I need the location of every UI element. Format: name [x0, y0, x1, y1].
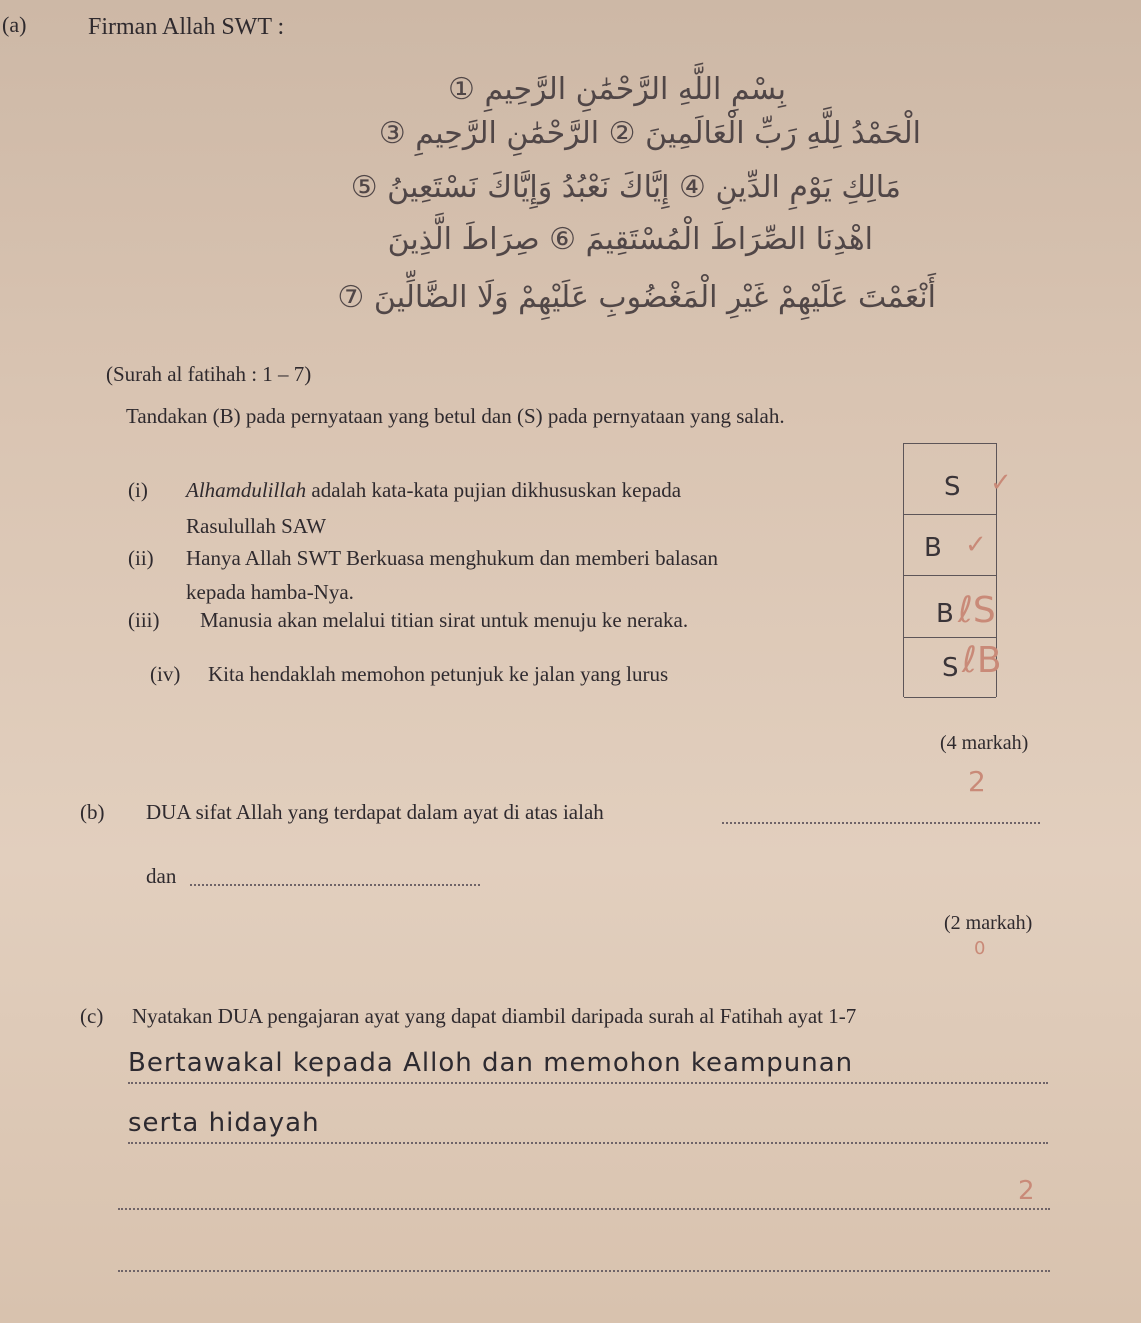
section-c-answer-2[interactable]: serta hidayah: [128, 1108, 320, 1138]
section-b-answer-line-1[interactable]: [722, 822, 1040, 824]
section-c-line-2: [128, 1142, 1048, 1144]
arabic-line-5: أَنْعَمْتَ عَلَيْهِمْ غَيْرِ الْمَغْضُوبِ عَلَيْهِمْ وَلَا الضَّالِّينَ ⑦: [337, 280, 936, 315]
answer-row-1: [904, 443, 996, 515]
section-a-title: Firman Allah SWT :: [88, 14, 285, 40]
statement-text-2-cont: kepada hamba-Nya.: [186, 580, 354, 604]
section-a-score: 2: [968, 765, 986, 798]
section-a-markah: (4 markah): [940, 732, 1029, 754]
arabic-line-2: الْحَمْدُ لِلَّهِ رَبِّ الْعَالَمِينَ ② الرَّحْمَٰنِ الرَّحِيمِ ③: [378, 116, 921, 151]
correction-mark-3: ℓS: [958, 590, 996, 631]
section-c-question: Nyatakan DUA pengajaran ayat yang dapat diambil daripada surah al Fatihah ayat 1-7: [132, 1004, 857, 1028]
section-b-connector: dan: [146, 864, 177, 888]
section-c-score: 2: [1018, 1176, 1035, 1206]
correction-mark-4: ℓB: [962, 640, 1002, 681]
section-b-label: (b): [80, 800, 105, 824]
statement-italic-term: Alhamdulillah: [186, 478, 307, 502]
arabic-line-4: اهْدِنَا الصِّرَاطَ الْمُسْتَقِيمَ ⑥ صِرَاطَ الَّذِينَ: [387, 222, 873, 257]
section-c-line-4: [118, 1270, 1050, 1272]
statement-text-1: [186, 478, 681, 503]
answer-cell-3[interactable]: B: [936, 599, 954, 629]
statement-num-2: (ii): [128, 546, 154, 570]
section-c-label: (c): [80, 1004, 104, 1028]
statement-text-3: Manusia akan melalui titian sirat untuk menuju ke neraka.: [200, 608, 689, 632]
arabic-line-3: مَالِكِ يَوْمِ الدِّينِ ④ إِيَّاكَ نَعْبُدُ وَإِيَّاكَ نَسْتَعِينُ ⑤: [350, 170, 901, 205]
section-c-line-1: [128, 1082, 1048, 1084]
instruction-text: Tandakan (B) pada pernyataan yang betul dan (S) pada pernyataan yang salah.: [126, 404, 785, 428]
answer-cell-1[interactable]: S: [944, 472, 961, 502]
section-b-answer-line-2[interactable]: [190, 884, 480, 886]
statement-text-4: Kita hendaklah memohon petunjuk ke jalan yang lurus: [208, 662, 669, 686]
section-b-score: 0: [974, 938, 986, 959]
answer-cell-4[interactable]: S: [942, 653, 959, 683]
section-b-question: DUA sifat Allah yang terdapat dalam ayat di atas ialah: [146, 800, 604, 824]
answer-cell-2[interactable]: B: [924, 533, 942, 563]
tick-mark-1: ✓: [990, 468, 1012, 498]
statement-num-1: (i): [128, 478, 148, 502]
arabic-line-1: بِسْمِ اللَّهِ الرَّحْمَٰنِ الرَّحِيمِ ①: [448, 72, 786, 107]
section-c-answer-1[interactable]: Bertawakal kepada Alloh dan memohon keampunan: [128, 1048, 854, 1078]
statement-num-4: (iv): [150, 662, 181, 686]
section-a-label: (a): [2, 12, 27, 37]
statement-num-3: (iii): [128, 608, 160, 632]
statement-text-1-rest: adalah kata-kata pujian dikhususkan kepada: [306, 478, 682, 502]
section-c-line-3: [118, 1208, 1050, 1210]
surah-citation: (Surah al fatihah : 1 – 7): [106, 362, 312, 386]
statement-text-1-cont: Rasulullah SAW: [186, 514, 327, 538]
tick-mark-2: ✓: [965, 530, 987, 560]
statement-text-2: Hanya Allah SWT Berkuasa menghukum dan memberi balasan: [186, 546, 719, 570]
section-b-markah: (2 markah): [944, 912, 1033, 934]
